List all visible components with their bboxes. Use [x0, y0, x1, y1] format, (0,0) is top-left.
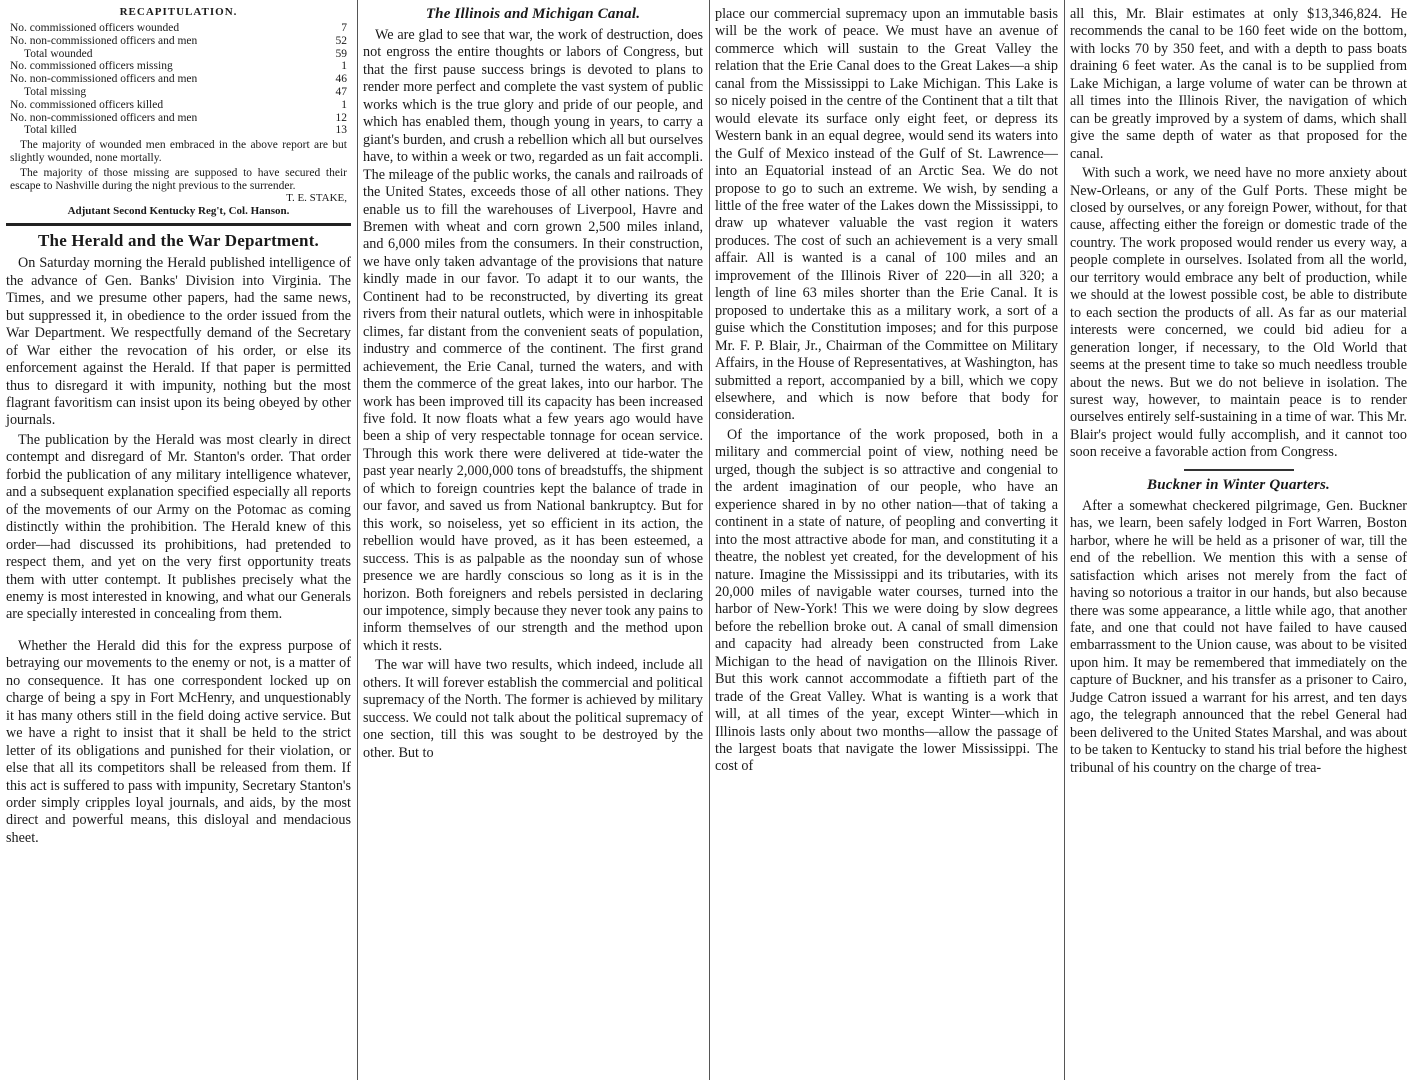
column-2 — [357, 0, 709, 1080]
recapitulation-table — [10, 22, 347, 137]
article-paragraph: Whether the Herald did this for the express purpose of betraying our movements to the enemy or not, is a matter of no consequence. It has one correspondent locked up on charge of being a spy in Fort McHenry, and unquestionably it has many others still in the field doing active service. But we have a right to insist that it shall be held to the strict letter of its obligations and punished for their violation, or else that all its competitors shall be released from them. If this act is suffered to pass with impunity, Secretary Stanton's order simply cripples loyal journals, and aids, by the most direct and powerful means, this disloyal and mendacious sheet. — [6, 637, 351, 846]
recap-total-row: Total missing 47 — [24, 85, 347, 98]
article-paragraph: We are glad to see that war, the work of destruction, does not engross the entire thoughts or labors of Congress, but that the first pause success brings is devoted to plans to render more perfect and complete the vast system of public works which is the true glory and pride of our people, and which has enabled them, though young in years, to carry a giant's burden, and crush a rebellion which all but ourselves have, to within a week or two, regarded as un fait accompli. The mileage of the public works, the canals and railroads of the United States, exceeds those of all other nations. They enable us to fill the warehouses of Liverpool, Havre and Bremen with wheat and corn grown 2,500 miles inland, and 6,000 miles from the consumers. In their construction, we have only taken advantage of the provisions that nature kindly made in our favor. To adapt it to our wants, the Continent had to be reconstructed, by diverting its great rivers from their natural outlets, which were in inhospitable climes, far distant from the convenient seats of population, industry and commerce of the continent. The first grand achievement, the Erie Canal, turned the waters, and with them the commerce of the great lakes, into our harbor. The work has been improved till its capacity has been increased five fold. It now floats what a few years ago would have been a ship of very respectable tonnage for ocean service. Through this work there were delivered at tide-water the past year nearly 2,000,000 tons of breadstuffs, the shipment of which to foreign countries kept the balance of trade in our favor, and saved us from National bankruptcy. But for this work, so noiseless, yet so efficient in its action, the rebellion would have proved, as it has been esteemed, a success. This is as palpable as the noonday sun of whose presence we are hardly conscious so long as it is in the horizon. Both foreigners and rebels persisted in declaring our impotence, simply because they never took any pains to inform themselves of our strength and the method upon which it rests. — [363, 27, 703, 654]
signature-block — [10, 192, 347, 217]
recap-note: The majority of wounded men embraced in the above report are but slightly wounded, none mortally. — [10, 139, 347, 164]
article-paragraph: all this, Mr. Blair estimates at only $13,346,824. He recommends the canal to be 160 feet wide on the bottom, with locks 70 by 350 feet, and with a depth to pass boats draining 6 feet water. As the canal is to be supplied from Lake Michigan, a large volume of water can be thrown at all times into the Illinois River, the navigation of which can be greatly improved by a system of dams, which shall give the same depth of water as that proposed for the canal. — [1070, 6, 1407, 162]
article-paragraph: After a somewhat checkered pilgrimage, Gen. Buckner has, we learn, been safely lodged in Fort Warren, Boston harbor, where he will be held as a prisoner of war, till the end of the rebellion. We mention this with a sense of satisfaction which arises not merely from the fact of having so notorious a traitor in our hands, but also because there was some appearance, a little while ago, that another fate, and one that could not have failed to have caused embarrassment to the Union cause, was about to be visited upon him. It may be remembered that immediately on the capture of Buckner, and his transfer as a prisoner to Cairo, Judge Catron issued a warrant for his arrest, and ten days ago, the telegraph announced that the rebel General had been delivered to the United States Marshal, and was about to be taken to Kentucky to stand his trial before the highest tribunal of his country on the charge of trea- — [1070, 497, 1407, 776]
recap-row: No. non-commissioned officers and men 46 — [10, 73, 347, 86]
section-divider — [6, 223, 351, 226]
signer-name: T. E. STAKE, — [286, 192, 347, 205]
recap-row: No. non-commissioned officers and men 12 — [10, 111, 347, 124]
article-paragraph: The publication by the Herald was most clearly in direct contempt and disregard of Mr. Stanton's order. That order forbid the publication of any military intelligence whatever, and a subsequent explanation specified especially all reports of the movements of our Army on the Potomac as coming distinctly within the prohibition. The Herald knew of this order—had discussed its prohibitions, had pretended to respect them, and yet on the very first opportunity treats them with utter contempt. It publishes precisely what the enemy is most interested in knowing, and what our Generals are specially interested in concealing from them. — [6, 431, 351, 623]
recap-row: No. commissioned officers wounded 7 — [10, 22, 347, 34]
article-paragraph: Of the importance of the work proposed, both in a military and commercial point of view, nothing need be urged, though the subject is so attractive and congenial to the ardent imagination of our people, who have an experience shared in by no other nation—that of taking a continent in a state of nature, of peopling and converting it into the most attractive abode for man, and constituting it a theatre, the noblest yet created, for the development of his nature. Imagine the Mississippi and its tributaries, with its 20,000 miles of navigable water courses, turned into the harbor of New-York! This we were doing by slow degrees before the rebellion broke out. A canal of small dimension and capacity had already been constructed from Lake Michigan to the head of navigation on the Illinois River. But this work cannot accommodate a fiftieth part of the trade of the Great Valley. What is wanting is a work that will, at all times of the year, except Winter—which in Illinois lasts only about two months—allow the passage of the largest boats that navigate the lower Mississippi. The cost of — [715, 426, 1058, 775]
recap-total-row: Total killed 13 — [24, 124, 347, 137]
article-paragraph: The war will have two results, which indeed, include all others. It will forever establish the commercial and political supremacy of the North. The former is achieved by military success. We could not talk about the political supremacy of one section, till this was sought to be destroyed by the other. But to — [363, 657, 703, 761]
column-4 — [1064, 0, 1413, 1080]
article-paragraph: With such a work, we need have no more anxiety about New-Orleans, or any of the Gulf Ports. These might be closed by ourselves, or any foreign Power, without, for that cause, affecting either the foreign or domestic trade of the country. The work proposed would render us every way, a people complete in ourselves. Isolated from all the world, our territory would embrace any belt of production, while we should at the lowest possible cost, be able to distribute to each section the products of all. As far as our material interests were concerned, we could bid adieu for a generation longer, if necessary, to the Old World that seems at the present time to take so much needless trouble about the news. But we do not believe in isolation. The surest way, however, to maintain peace is to render ourselves entirely self-sustaining in a time of war. This Mr. Blair's project would fully accomplish, and it cannot too soon receive a favorable action from Congress. — [1070, 165, 1407, 461]
recap-note: The majority of those missing are supposed to have secured their escape to Nashville during the night previous to the surrender. — [10, 166, 347, 192]
article-paragraph: On Saturday morning the Herald published intelligence of the advance of Gen. Banks' Division into Virginia. The Times, and we presume other papers, had the same news, but suppressed it, in obedience to the order issued from the War Department. We respectfully demand of the Secretary of War either the revocation of his order, or else its enforcement against the Herald. If that paper is permitted thus to disregard it with impunity, nothing but the most flagrant favoritism can insist upon its being obeyed by other journals. — [6, 255, 351, 429]
recap-total-row: Total wounded 59 — [24, 47, 347, 60]
recap-row: No. commissioned officers missing 1 — [10, 60, 347, 73]
recap-row: No. non-commissioned officers and men 52 — [10, 34, 347, 47]
article-paragraph: place our commercial supremacy upon an immutable basis will be the work of peace. We must have an avenue of commerce which will sustain to the Great Valley the relation that the Erie Canal does to the Great Lakes—a ship canal from the Mississippi to Lake Michigan. This Lake is so nicely poised in the centre of the Continent that a tilt that would elevate its surface only eight feet, or depress its Western bank in an equal degree, would send its waters into the Gulf of Mexico instead of the Gulf of St. Lawrence—into an Equatorial instead of an Arctic Sea. We do not propose to go to such an extreme. We wish, by sending a little of the free water of the Lakes down the Mississippi, to draw up whatever valuable the vast region it waters produces. The cost of such an achievement is a very small affair. All is wanted is a canal of 100 miles and an improvement of the Illinois River of 220—in all 320; a length of line 63 miles shorter than the Erie Canal. It is proposed to undertake this as a military work, a sort of a guise which the Constitution imposes; and for this purpose Mr. F. P. Blair, Jr., Chairman of the Committee on Military Affairs, in the House of Representatives, at Washington, has submitted a report, accompanied by a bill, which we copy elsewhere, and which is now before that body for consideration. — [715, 6, 1058, 424]
column-3 — [709, 0, 1064, 1080]
section-divider — [1184, 469, 1294, 471]
article-title-herald: The Herald and the War Department. — [38, 231, 319, 251]
signer-title: Adjutant Second Kentucky Reg't, Col. Hanson. — [67, 204, 290, 217]
article-title-canal: The Illinois and Michigan Canal. — [425, 6, 641, 22]
column-1 — [0, 0, 357, 1080]
article-title-buckner: Buckner in Winter Quarters. — [1147, 476, 1330, 493]
recapitulation-heading: RECAPITULATION. — [119, 6, 238, 18]
recap-row: No. commissioned officers killed 1 — [10, 98, 347, 111]
